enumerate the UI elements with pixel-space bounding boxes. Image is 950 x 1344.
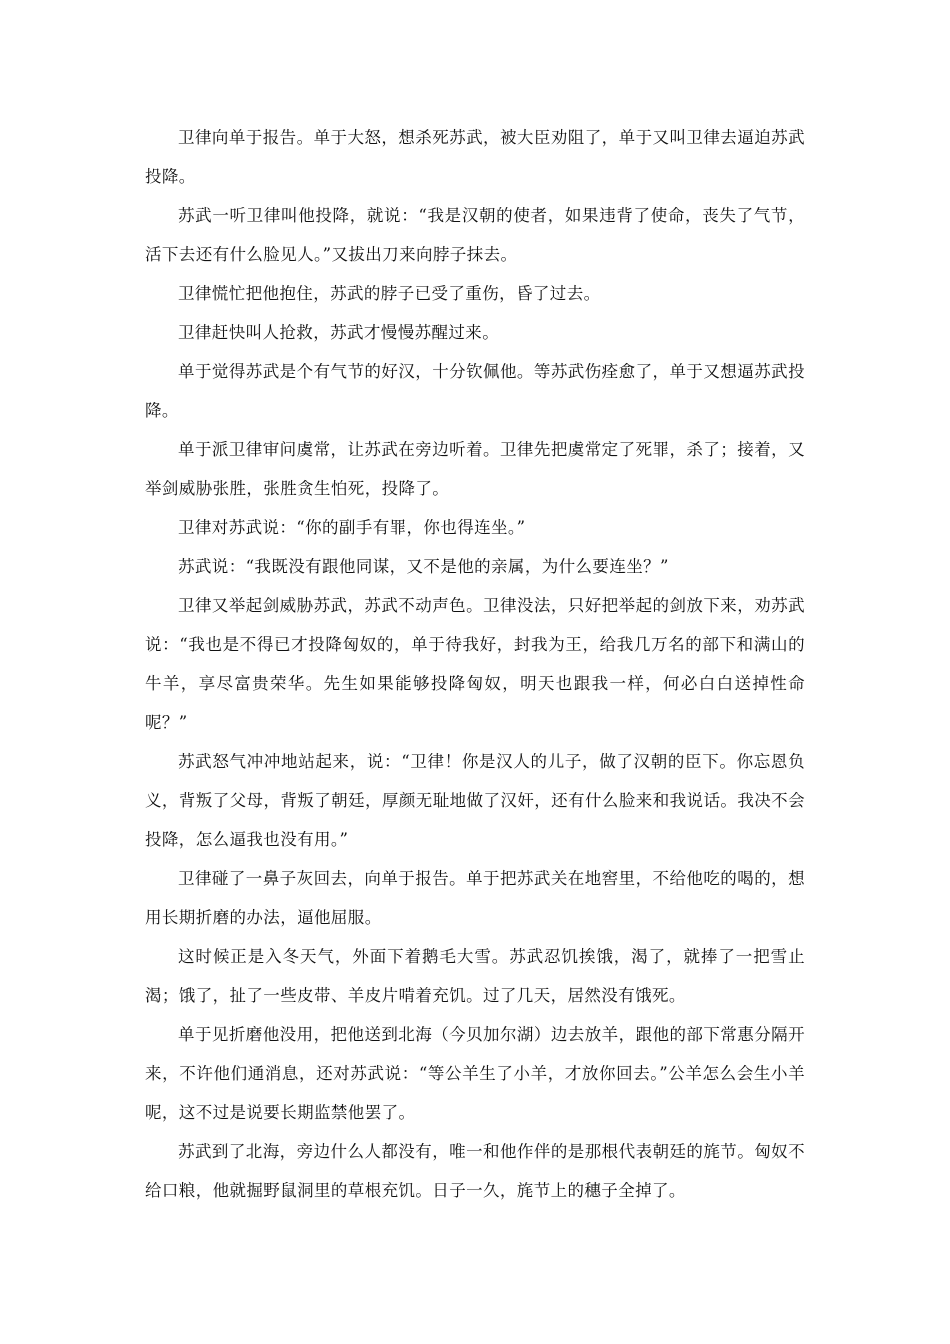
paragraph: 苏武到了北海，旁边什么人都没有，唯一和他作伴的是那根代表朝廷的旄节。匈奴不给口粮，他就掘野鼠洞里的草根充饥。日子一久，旄节上的穗子全掉了。	[145, 1142, 805, 1200]
document-body	[145, 118, 805, 1210]
paragraph: 卫律对苏武说：“你的副手有罪，你也得连坐。”	[178, 518, 526, 537]
paragraph: 卫律赶快叫人抢救，苏武才慢慢苏醒过来。	[178, 323, 500, 342]
paragraph: 卫律向单于报告。单于大怒，想杀死苏武，被大臣劝阻了，单于又叫卫律去逼迫苏武投降。	[145, 128, 805, 186]
paragraph: 苏武一听卫律叫他投降，就说：“我是汉朝的使者，如果违背了使命，丧失了气节，活下去还有什么脸见人。”又拔出刀来向脖子抹去。	[145, 206, 805, 264]
paragraph: 苏武怒气冲冲地站起来，说：“卫律！你是汉人的儿子，做了汉朝的臣下。你忘恩负义，背叛了父母，背叛了朝廷，厚颜无耻地做了汉奸，还有什么脸来和我说话。我决不会投降，怎么逼我也没有用。”	[145, 752, 805, 849]
paragraph: 单于见折磨他没用，把他送到北海（今贝加尔湖）边去放羊，跟他的部下常惠分隔开来，不许他们通消息，还对苏武说：“等公羊生了小羊，才放你回去。”公羊怎么会生小羊呢，这不过是说要长期监禁他罢了。	[145, 1025, 805, 1122]
paragraph: 这时候正是入冬天气，外面下着鹅毛大雪。苏武忍饥挨饿，渴了，就捧了一把雪止渴；饿了，扯了一些皮带、羊皮片啃着充饥。过了几天，居然没有饿死。	[145, 947, 805, 1005]
paragraph: 苏武说：“我既没有跟他同谋，又不是他的亲属，为什么要连坐？”	[178, 557, 669, 576]
paragraph: 卫律碰了一鼻子灰回去，向单于报告。单于把苏武关在地窖里，不给他吃的喝的，想用长期折磨的办法，逼他屈服。	[145, 869, 805, 927]
paragraph: 卫律慌忙把他抱住，苏武的脖子已受了重伤，昏了过去。	[178, 284, 601, 303]
paragraph: 单于派卫律审问虞常，让苏武在旁边听着。卫律先把虞常定了死罪，杀了；接着，又举剑威胁张胜，张胜贪生怕死，投降了。	[145, 440, 805, 498]
paragraph: 卫律又举起剑威胁苏武，苏武不动声色。卫律没法，只好把举起的剑放下来，劝苏武说：“我也是不得已才投降匈奴的，单于待我好，封我为王，给我几万名的部下和满山的牛羊，享尽富贵荣华。先生如果能够投降匈奴，明天也跟我一样，何必白白送掉性命呢？”	[145, 596, 805, 732]
paragraph: 单于觉得苏武是个有气节的好汉，十分钦佩他。等苏武伤痊愈了，单于又想逼苏武投降。	[145, 362, 805, 420]
